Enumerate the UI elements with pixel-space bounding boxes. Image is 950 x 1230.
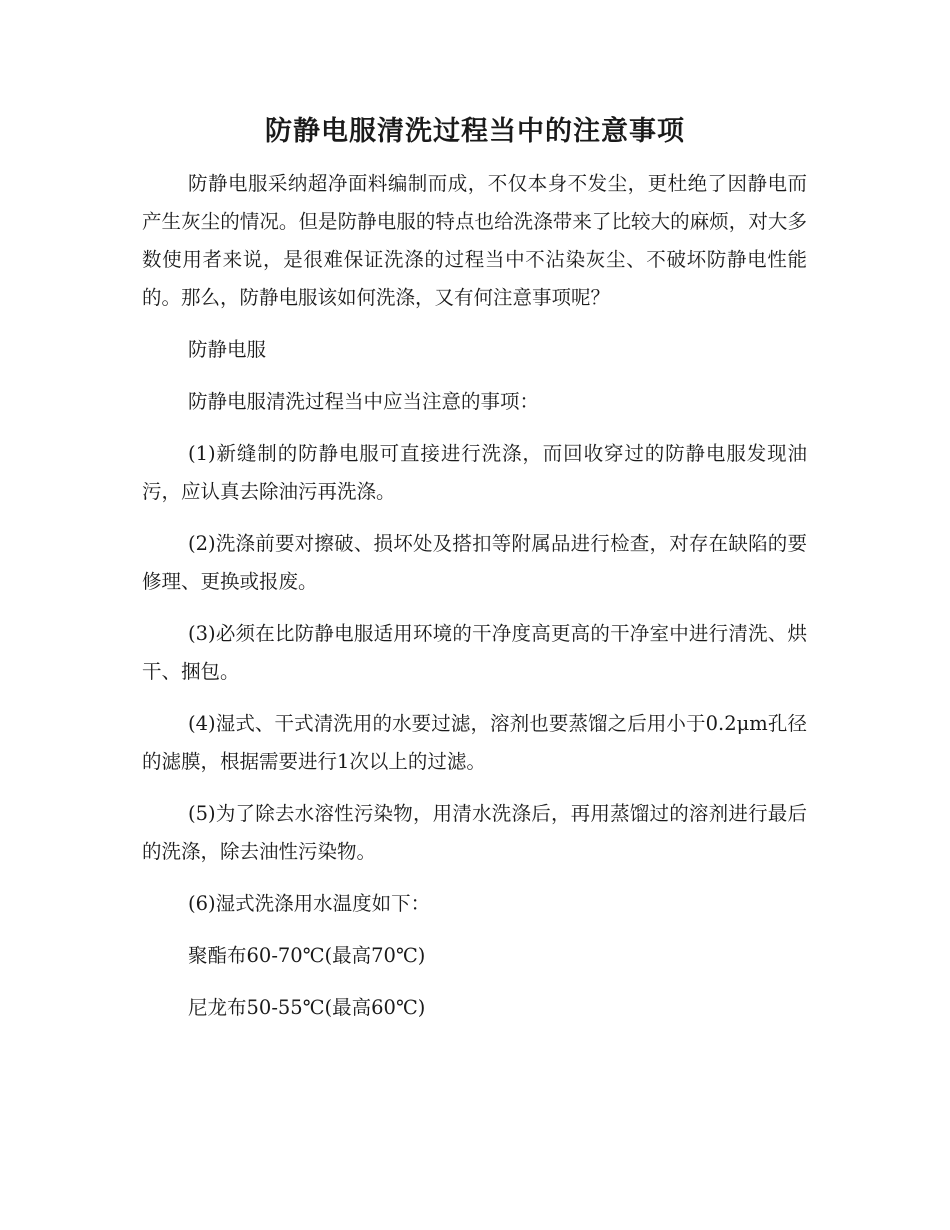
paragraph-intro: 防静电服采纳超净面料编制而成，不仅本身不发尘，更杜绝了因静电而产生灰尘的情况。但是防静电服的特点也给洗涤带来了比较大的麻烦，对大多数使用者来说，是很难保证洗涤的过程当中不沾染灰尘、不破坏防静电性能的。那么，防静电服该如何洗涤，又有何注意事项呢？ (142, 172, 807, 309)
paragraph-item-4: (4)湿式、干式清洗用的水要过滤，溶剂也要蒸馏之后用小于0.2μm孔径的滤膜，根据需要进行1次以上的过滤。 (142, 712, 807, 773)
paragraph-notes-heading: 防静电服清洗过程当中应当注意的事项： (188, 390, 540, 413)
paragraph-item-3: (3)必须在比防静电服适用环境的干净度高更高的干净室中进行清洗、烘干、捆包。 (142, 622, 807, 683)
paragraph-item-6: (6)湿式洗涤用水温度如下： (188, 892, 431, 915)
paragraph-nylon-temp: 尼龙布50-55℃(最高60℃) (188, 996, 426, 1019)
document-body (142, 165, 807, 1041)
document-title: 防静电服清洗过程当中的注意事项 (265, 116, 685, 147)
paragraph-item-1: (1)新缝制的防静电服可直接进行洗涤，而回收穿过的防静电服发现油污，应认真去除油污再洗涤。 (142, 442, 807, 503)
paragraph-polyester-temp: 聚酯布60-70℃(最高70℃) (188, 944, 426, 967)
paragraph-image-caption: 防静电服 (188, 338, 267, 361)
paragraph-item-2: (2)洗涤前要对擦破、损坏处及搭扣等附属品进行检查，对存在缺陷的要修理、更换或报废。 (142, 532, 807, 593)
paragraph-item-5: (5)为了除去水溶性污染物，用清水洗涤后，再用蒸馏过的溶剂进行最后的洗涤，除去油性污染物。 (142, 802, 807, 863)
